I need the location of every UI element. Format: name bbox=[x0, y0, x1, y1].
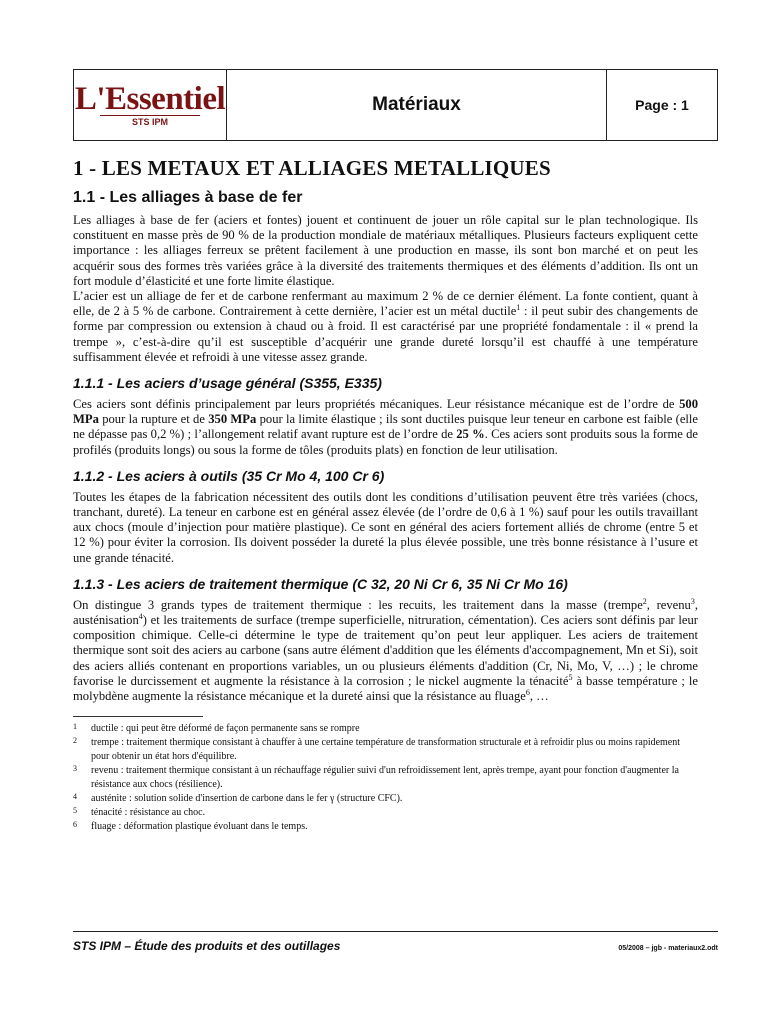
footnote-text: trempe : traitement thermique consistant à chauffer à une certaine température de transformation structurale et à refroidir plus ou moins rapidement pour obtenir un état hors d'équilibre. bbox=[91, 737, 681, 763]
document-title: Matériaux bbox=[227, 70, 607, 140]
text-span: , austénisation bbox=[73, 597, 699, 628]
paragraph-acier-fonte bbox=[73, 289, 698, 365]
footnote bbox=[73, 792, 698, 806]
footer-course-title: STS IPM – Étude des produits et des outillages bbox=[73, 939, 341, 953]
page-header bbox=[73, 69, 718, 141]
footnote-ref: 4 bbox=[138, 611, 143, 621]
section-title-1-1-3: 1.1.3 - Les aciers de traitement thermique (C 32, 20 Ni Cr 6, 35 Ni Cr Mo 16) bbox=[73, 575, 568, 592]
text-span: pour la rupture et de bbox=[98, 412, 209, 427]
footnote-ref: 3 bbox=[690, 596, 695, 606]
text-span: pour la limite élastique ; ils sont ductiles puisque leur teneur en carbone est faible (elle ne dépasse pas 0,2 %) ; l’allongement relatif avant rupture est de l’ordre de bbox=[73, 412, 698, 442]
footnote-separator bbox=[73, 716, 203, 717]
bold-value: 500 MPa bbox=[73, 397, 698, 427]
logo-subtitle: STS IPM bbox=[100, 115, 200, 127]
footnote-text: ténacité : résistance au choc. bbox=[91, 807, 206, 819]
paragraph-aciers-traitement bbox=[73, 598, 698, 704]
section-title-1-1-1: 1.1.1 - Les aciers d’usage général (S355, E335) bbox=[73, 375, 382, 392]
footnote bbox=[73, 764, 698, 792]
text-span: à basse température ; le molybdène augmente la résistance mécanique et la dureté ainsi que la résistance au fluage bbox=[73, 673, 698, 704]
footnote-number: 6 bbox=[73, 820, 77, 830]
footnote-number: 1 bbox=[73, 722, 77, 732]
footnote-number: 4 bbox=[73, 792, 77, 802]
footnote bbox=[73, 806, 698, 820]
footnote-number: 2 bbox=[73, 736, 77, 746]
footnote-text: revenu : traitement thermique consistant à un réchauffage régulier suivi d'un refroidissement lent, après trempe, ayant pour fonction d'augmenter la résistance aux chocs (résilience). bbox=[91, 765, 679, 791]
footer-file-info: 05/2008 – jgb - materiaux2.odt bbox=[618, 945, 718, 952]
footnote-text: ductile : qui peut être déformé de façon permanente sans se rompre bbox=[91, 723, 360, 735]
paragraph-aciers-outils: Toutes les étapes de la fabrication nécessitent des outils dont les conditions d’utilisation peuvent être très variées (chocs, tranchant, dureté). La teneur en carbone est en général assez élevée (de l’ordre de 0,6 à 1 %) sauf pour les outils travaillant aux chocs (moule d’injection pour matière plastique). Ce sont en général des aciers fortement alliés de chrome (entre 5 et 12 %) pour éviter la corrosion. Ils doivent posséder la dureté la plus élevée possible, une très bonne résistance à l’usure et une grande ténacité. bbox=[73, 489, 698, 565]
logo-wordmark: L'Essentiel bbox=[74, 81, 226, 117]
footnote-ref: 1 bbox=[516, 303, 521, 313]
footnote-ref: 5 bbox=[568, 672, 573, 682]
text-span: . Ces aciers sont produits sous la forme de profilés (produits longs) ou sous la forme de tôles (produits plats) en fonction de leur utilisation. bbox=[73, 427, 699, 457]
footnote-text: austénite : solution solide d'insertion de carbone dans le fer γ (structure CFC). bbox=[91, 793, 403, 805]
page-number: Page : 1 bbox=[635, 97, 689, 113]
page-footer bbox=[73, 931, 718, 953]
chapter-title: 1 - LES METAUX ET ALLIAGES METALLIQUES bbox=[73, 156, 551, 180]
document-body bbox=[73, 152, 698, 834]
logo bbox=[74, 70, 227, 140]
section-title-1-1-2: 1.1.2 - Les aciers à outils (35 Cr Mo 4, 100 Cr 6) bbox=[73, 467, 385, 484]
text-span: L’acier est un alliage de fer et de carbone renfermant au maximum 2 % de ce dernier élément. La fonte contient, quant à elle, de 2 à 5 % de carbone. Contrairement à cette dernière, l’acier est un métal ductile bbox=[73, 289, 698, 319]
text-span: , … bbox=[529, 689, 549, 704]
bold-value: 25 % bbox=[456, 427, 485, 442]
footnote-number: 3 bbox=[73, 764, 77, 774]
bold-value: 350 MPa bbox=[208, 412, 257, 427]
footnote-ref: 2 bbox=[642, 596, 647, 606]
paragraph-aciers-usage-general bbox=[73, 397, 698, 458]
text-span: ) et les traitements de surface (trempe superficielle, nitruration, cémentation). Ces aciers sont définis par leur composition chimique. Celle-ci détermine le type de traitement qu’on peut leur appliquer. Les aciers de traitement thermique sont soit des aciers au carbone (sans autre élément d'addition que les éléments d'accompagnement, Mn et Si), soit des aciers alliés contenant en proportions variables, un ou plusieurs éléments d'addition (Cr, Ni, Mo, V, …) ; le chrome favorise le durcissement et augmente la résistance à la corrosion ; le nickel augmente la ténacité bbox=[73, 613, 698, 688]
text-span: Ces aciers sont définis principalement par leurs propriétés mécaniques. Leur résistance mécanique est de l’ordre de bbox=[73, 397, 680, 412]
text-span: On distingue 3 grands types de traitement thermique : les recuits, les traitement dans la masse (trempe bbox=[73, 597, 643, 612]
text-span: : il peut subir des changements de forme par compression ou extension à chaud ou à froid. Il est caractérisé par une propriété fondamentale : il « prend la trempe », c’est-à-dire qu’il est susceptible d’acquérir une grande dureté lorsqu’il est chauffé à une température suffisamment élevée et refroidi à une vitesse assez grande. bbox=[73, 304, 698, 364]
footnote bbox=[73, 722, 698, 736]
footnote-number: 5 bbox=[73, 806, 77, 816]
footnote-text: fluage : déformation plastique évoluant dans le temps. bbox=[91, 821, 308, 833]
footnote bbox=[73, 820, 698, 834]
footnote-ref: 6 bbox=[525, 687, 530, 697]
text-span: , revenu bbox=[646, 597, 691, 612]
paragraph-alliages-fer: Les alliages à base de fer (aciers et fontes) jouent et continuent de jouer un rôle capital sur le plan technologique. Ils constituent en masse près de 90 % de la production mondiale de matériaux métalliques. Plusieurs facteurs expliquent cette importance : les alliages ferreux se prêtent facilement à une production en masse, ils sont bon marché et on peut les acquérir sous des formes très variées grâce à la diversité des traitements thermiques et des éléments d’addition. Ils ont un fort module d’élasticité et une forte limite élastique. bbox=[73, 213, 698, 288]
footnote bbox=[73, 736, 698, 764]
section-title-1-1: 1.1 - Les alliages à base de fer bbox=[73, 189, 303, 206]
